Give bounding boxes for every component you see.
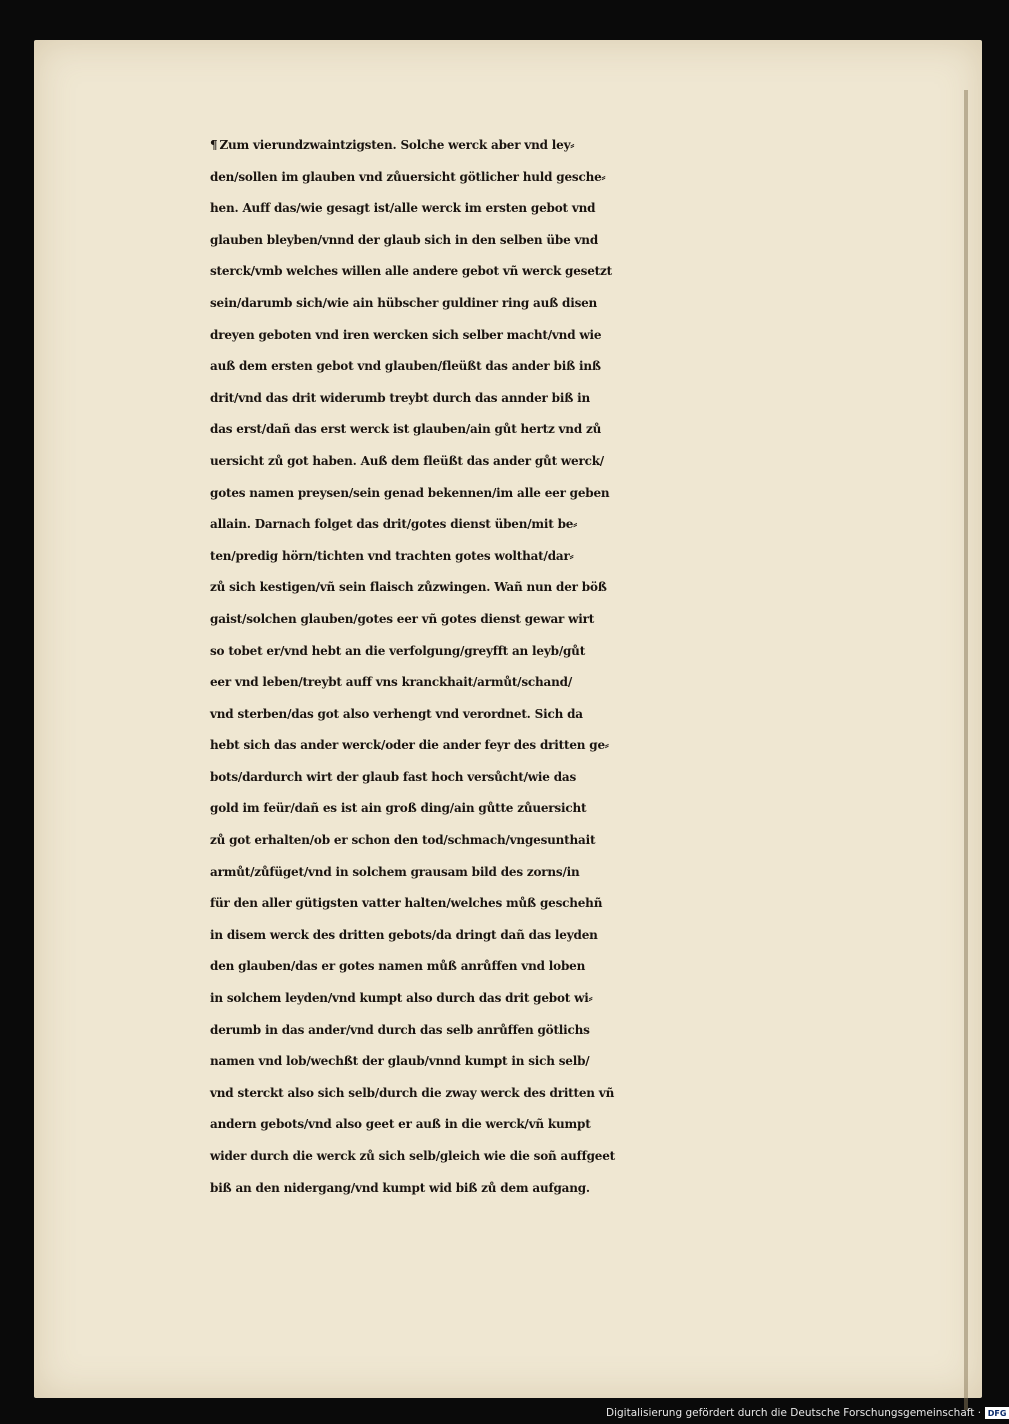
text-line: namen vnd lob/wechßt der glaub/vnnd kumpt in sich selb/ — [210, 1054, 590, 1069]
text-line: in solchem leyden/vnd kumpt also durch das drit gebot wi⸗ — [210, 991, 593, 1006]
text-line: das erst/dañ das erst werck ist glauben/ain gůt hertz vnd zů — [210, 422, 602, 437]
footer-credit: Digitalisierung gefördert durch die Deutsche Forschungsgemeinschaft · — [606, 1407, 982, 1419]
text-line: wider durch die werck zů sich selb/gleich wie die soñ auffgeet — [210, 1149, 615, 1163]
text-line: so tobet er/vnd hebt an die verfolgung/greyfft an leyb/gůt — [210, 643, 586, 658]
text-line: gotes namen preysen/sein genad bekennen/im alle eer geben — [210, 485, 610, 500]
text-line: biß an den nidergang/vnd kumpt wid biß zů dem aufgang. — [210, 1180, 590, 1195]
text-line-content: Zum vierundzwaintzigsten. Solche werck aber vnd ley⸗ — [219, 138, 575, 152]
text-line: gaist/solchen glauben/gotes eer vñ gotes dienst gewar wirt — [210, 611, 595, 626]
text-line: drit/vnd das drit widerumb treybt durch das annder biß in — [210, 390, 590, 405]
text-line: glauben bleyben/vnnd der glaub sich in den selben übe vnd — [210, 232, 599, 247]
digitization-footer — [606, 1404, 1009, 1422]
dfg-logo-icon: DFG — [985, 1407, 1009, 1419]
pilcrow-mark: ¶ — [210, 138, 218, 152]
text-line: ten/predig hörn/tichten vnd trachten gotes wolthat/dar⸗ — [210, 548, 574, 563]
text-line: derumb in das ander/vnd durch das selb anrůffen götlichs — [210, 1022, 590, 1037]
text-line — [210, 130, 960, 162]
text-line: auß dem ersten gebot vnd glauben/fleüßt das ander biß inß — [210, 359, 601, 374]
text-line: vnd sterckt also sich selb/durch die zway werck des dritten vñ — [210, 1085, 615, 1100]
text-line: sterck/vmb welches willen alle andere gebot vñ werck gesetzt — [210, 264, 612, 279]
text-line: andern gebots/vnd also geet er auß in die werck/vñ kumpt — [210, 1117, 591, 1132]
text-line: vnd sterben/das got also verhengt vnd verordnet. Sich da — [210, 706, 583, 721]
text-line: hen. Auff das/wie gesagt ist/alle werck im ersten gebot vnd — [210, 201, 596, 216]
text-line: dreyen geboten vnd iren wercken sich selber macht/vnd wie — [210, 327, 602, 342]
text-line: gold im feür/dañ es ist ain groß ding/ain gůtte zůuersicht — [210, 801, 587, 816]
text-line: hebt sich das ander werck/oder die ander feyr des dritten ge⸗ — [210, 738, 609, 753]
text-line: sein/darumb sich/wie ain hübscher guldiner ring auß disen — [210, 295, 598, 310]
text-line: zů got erhalten/ob er schon den tod/schmach/vngesunthait — [210, 833, 596, 848]
text-line: eer vnd leben/treybt auff vns kranckhait/armůt/schand/ — [210, 675, 573, 690]
text-line: uersicht zů got haben. Auß dem fleüßt das ander gůt werck/ — [210, 453, 604, 468]
text-line: bots/dardurch wirt der glaub fast hoch versůcht/wie das — [210, 769, 577, 784]
text-line: für den aller gütigsten vatter halten/welches můß geschehñ — [210, 896, 603, 911]
text-line: den/sollen im glauben vnd zůuersicht götlicher huld gesche⸗ — [210, 169, 606, 184]
text-block — [210, 130, 960, 1204]
text-line: den glauben/das er gotes namen můß anrůffen vnd loben — [210, 959, 586, 974]
page-edge — [964, 90, 968, 1410]
text-line: zů sich kestigen/vñ sein flaisch zůzwingen. Wañ nun der böß — [210, 580, 607, 595]
text-line: armůt/zůfüget/vnd in solchem grausam bild des zorns/in — [210, 864, 580, 879]
text-line: in disem werck des dritten gebots/da dringt dañ das leyden — [210, 927, 598, 942]
text-line: allain. Darnach folget das drit/gotes dienst üben/mit be⸗ — [210, 517, 578, 532]
